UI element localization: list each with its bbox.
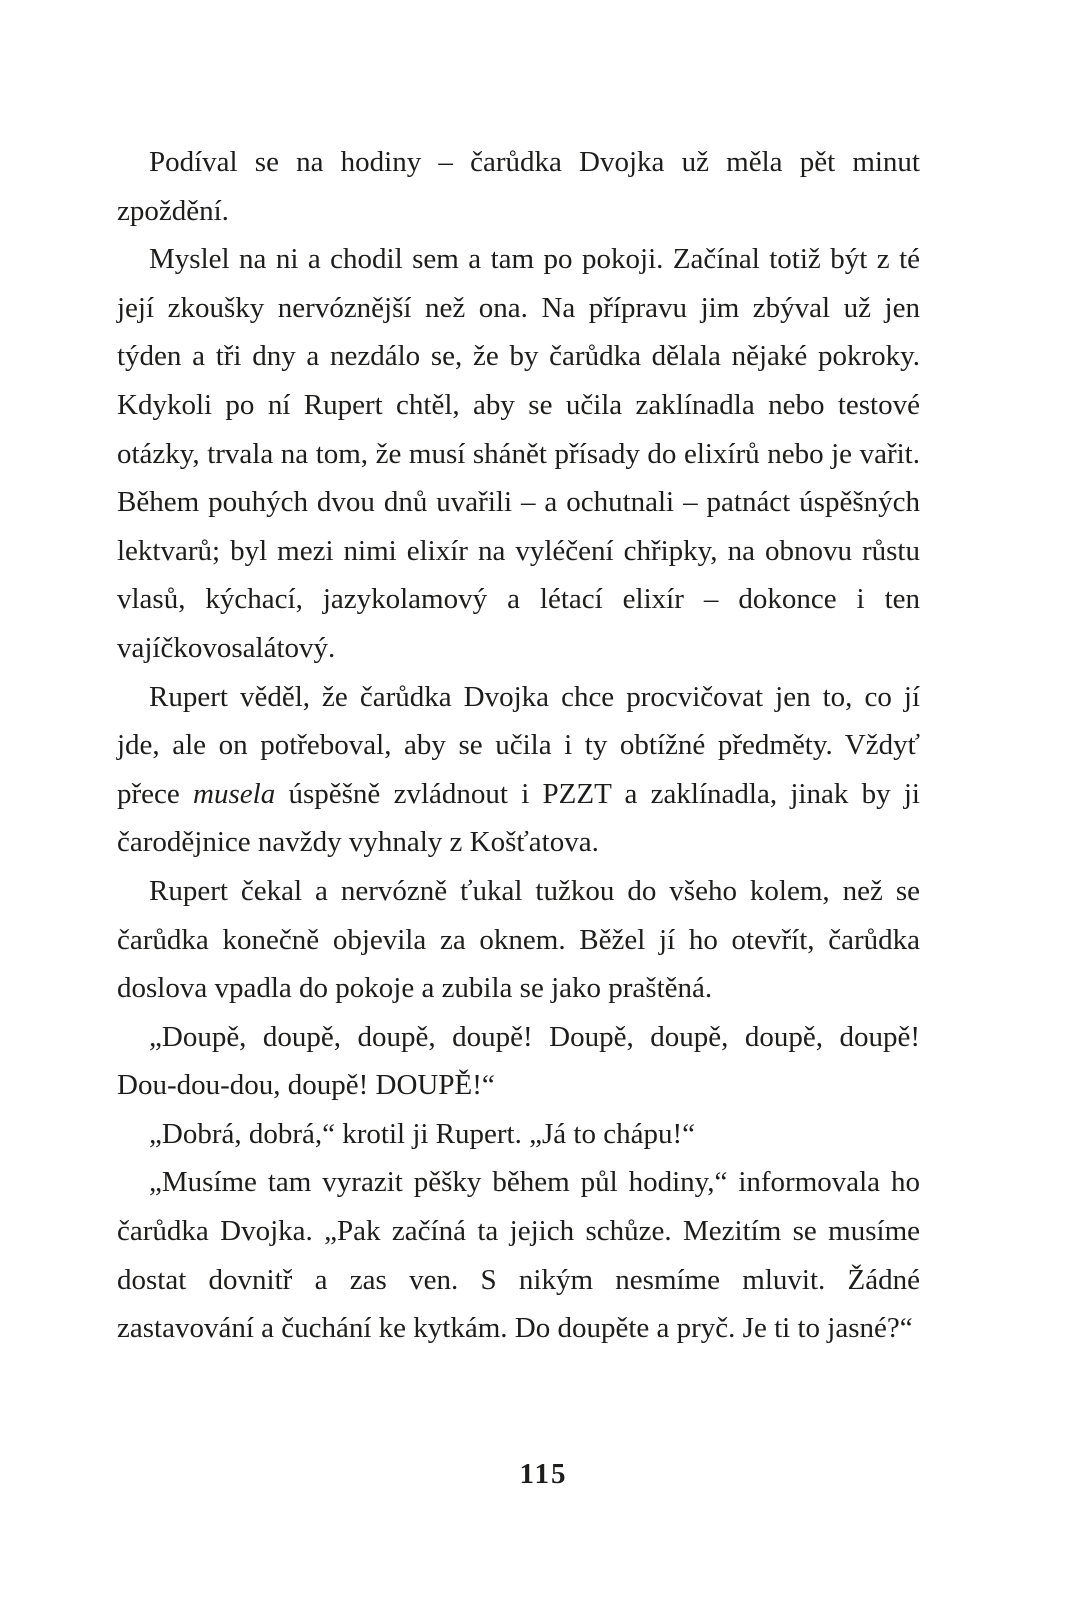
paragraph: Podíval se na hodiny – čarůdka Dvojka už měla pět minut zpoždění. bbox=[117, 146, 920, 227]
paragraph: Myslel na ni a chodil sem a tam po pokoji. Začínal totiž být z té její zkoušky nervóznější než ona. Na přípravu jim zbýval už jen týden a tři dny a nezdálo se, že by čarůdka dělala nějaké pokroky. Kdykoli po ní Rupert chtěl, aby se učila zaklínadla nebo testové otázky, trvala na tom, že musí shánět přísady do elixírů nebo je vařit. Během pouhých dvou dnů uvařili – a ochutnali – patnáct úspěšných lektvarů; byl mezi nimi elixír na vyléčení chřipky, na obnovu růstu vlasů, kýchací, jazykolamový a létací elixír – dokonce i ten vajíčkovosalátový. bbox=[117, 243, 920, 664]
emphasized-word: musela bbox=[193, 777, 276, 810]
paragraph: „Doupě, doupě, doupě, doupě! Doupě, doupě, doupě, doupě! Dou-dou-dou, doupě! DOUPĚ!“ bbox=[117, 1020, 920, 1102]
paragraph: „Dobrá, dobrá,“ krotil ji Rupert. „Já to chápu!“ bbox=[149, 1117, 695, 1150]
paragraph-text: Rupert věděl, že čarůdka Dvojka chce procvičovat jen to, co jí jde, ale on potřeboval, aby se učila i ty obtížné předměty. Vždyť přece bbox=[117, 680, 920, 810]
paragraph: Rupert čekal a nervózně ťukal tužkou do všeho kolem, než se čarůdka konečně objevila za oknem. Běžel jí ho otevřít, čarůdka doslova vpadla do pokoje a zubila se jako praštěná. bbox=[117, 874, 920, 1005]
paragraph bbox=[117, 673, 920, 867]
paragraph: „Musíme tam vyrazit pěšky během půl hodiny,“ informovala ho čarůdka Dvojka. „Pak začíná ta jejich schůze. Mezitím se musíme dostat dovnitř a zas ven. S nikým nesmíme mluvit. Žádné zastavování a čuchání ke kytkám. Do doupěte a pryč. Je ti to jasné?“ bbox=[117, 1166, 920, 1345]
page-number: 115 bbox=[519, 1458, 568, 1490]
body-text bbox=[117, 138, 920, 1353]
paragraph-text: úspěšně zvládnout i PZZT a zaklínadla, jinak by ji čarodějnice navždy vyhnaly z Košťatova. bbox=[117, 777, 920, 859]
